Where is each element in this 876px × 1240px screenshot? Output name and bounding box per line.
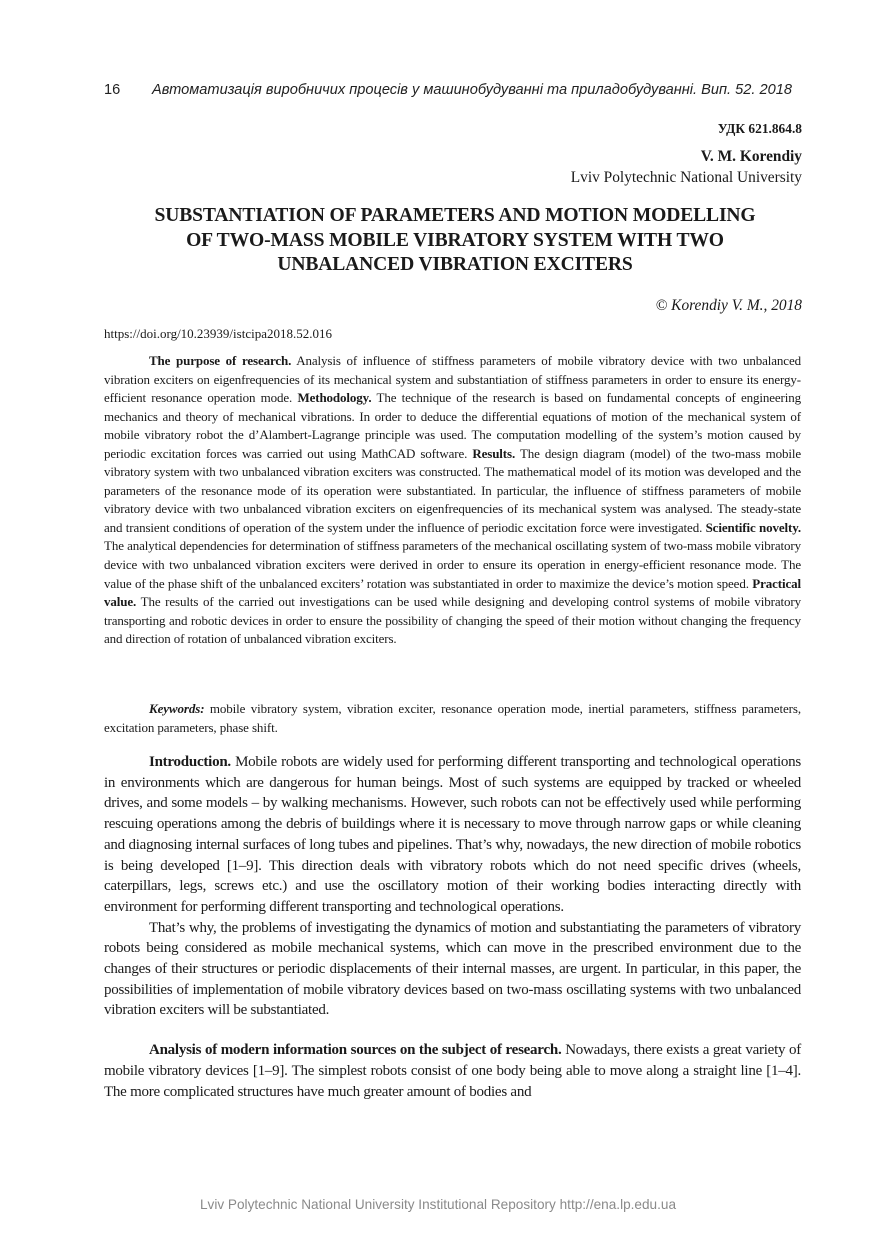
- introduction-label: Introduction.: [149, 754, 231, 770]
- analysis-paragraph: [104, 1040, 801, 1102]
- title-line: SUBSTANTIATION OF PARAMETERS AND MOTION MODELLING: [154, 205, 756, 226]
- analysis-text: Nowadays, there exists a great variety of mobile vibratory devices [1–9]. The simplest robots consist of one body being able to move along a straight line [1–4]. The more complicated structures have much greater amount of bodies and: [104, 1042, 801, 1100]
- purpose-label: The purpose of research.: [149, 353, 292, 368]
- introduction-paragraph: [104, 752, 801, 918]
- udk-code: УДК 621.864.8: [717, 121, 802, 136]
- practical-value-label: Practical value.: [104, 575, 801, 610]
- results-text: The design diagram (model) of the two-mass mobile vibratory system with two unbalanced vibration exciters was constructed. The mathematical model of its motion was developed and the parameters of the resonance mode of its operation were substantiated. In particular, the influence of stiffness parameters of mobile vibratory device with two unbalanced vibration exciters on eigenfrequencies of its mechanical system was analysed. The steady-state and transient conditions of operation of the system under the influence of periodic excitation force were investigated.: [104, 445, 801, 535]
- repository-footer: Lviv Polytechnic National University Institutional Repository http://ena.lp.edu.ua: [199, 1197, 677, 1212]
- journal-title: Автоматизація виробничих процесів у машинобудуванні та приладобудуванні. Вип. 52. 2018: [152, 82, 792, 98]
- title-line: OF TWO-MASS MOBILE VIBRATORY SYSTEM WITH TWO: [186, 229, 724, 251]
- purpose-text: Analysis of influence of stiffness parameters of mobile vibratory device with two unbalanced vibration exciters on eigenfrequencies of its mechanical system and substantiation of stiffness parameters in order to ensure its energy-efficient resonance operation mode.: [104, 353, 801, 406]
- methodology-text: The technique of the research is based on fundamental concepts of engineering mechanics and theory of mechanical vibrations. In order to deduce the differential equations of motion of the mechanical system of mobile vibratory robot the d’Alambert-Lagrange principle was used. The computation modelling of the system’s motion caused by periodic excitation forces was carried out using MathCAD software.: [104, 390, 802, 461]
- keywords: [104, 699, 801, 737]
- running-header: [104, 82, 804, 98]
- copyright-notice: © Korendiy V. M., 2018: [655, 297, 802, 314]
- novelty-label: Scientific novelty.: [705, 519, 801, 535]
- body-paragraph: That’s why, the problems of investigating the dynamics of motion and substantiating the parameters of vibratory robots being considered as mobile mechanical systems, which can move in the prescribed environment due to the changes of their structures or periodic displacements of their internal masses, are urgent. In particular, in this paper, the possibilities of implementation of mobile vibratory devices based on two-mass oscillating systems with two unbalanced vibration exciters will be substantiated.: [104, 919, 801, 1019]
- title-line: UNBALANCED VIBRATION EXCITERS: [277, 254, 633, 275]
- paper-title: [104, 204, 806, 278]
- body-text: [104, 752, 801, 1102]
- keywords-paragraph: [104, 699, 801, 737]
- practical-value-text: The results of the carried out investigations can be used while designing and developing control systems of mobile vibratory transporting and robotic devices in order to ensure the possibility of changing the speed of their motion without changing the frequency and direction of rotation of unbalanced vibration exciters.: [104, 594, 801, 647]
- abstract: [104, 352, 801, 649]
- author-affiliation: Lviv Polytechnic National University: [570, 169, 802, 186]
- analysis-label: Analysis of modern information sources on the subject of research.: [149, 1042, 562, 1059]
- keywords-label: Keywords:: [149, 701, 205, 716]
- abstract-paragraph: [104, 352, 801, 649]
- author-name: V. M. Korendiy: [700, 148, 802, 165]
- doi-link[interactable]: https://doi.org/10.23939/istcipa2018.52.016: [104, 326, 332, 341]
- methodology-label: Methodology.: [297, 390, 372, 406]
- introduction-text: Mobile robots are widely used for performing different transporting and technological operations in environments which are dangerous for human beings. Most of such systems are equipped by tracked or wheeled drives, and some models – by walking mechanisms. However, such robots can not be effectively used while performing rescuing operations among the debris of buildings where it is necessary to move through narrow gaps or while cleaning and diagnosing internal surfaces of long tubes and pipelines. That’s why, nowadays, the new direction of mobile robotics is being developed [1–9]. This direction deals with vibratory robots which do not need specific drives (wheels, caterpillars, legs, screws etc.) and use the oscillatory motion of their working bodies interacting directly with environment for performing different transporting and technological operations.: [104, 754, 801, 915]
- page-number: 16: [104, 82, 121, 98]
- results-label: Results.: [472, 445, 516, 461]
- keywords-text: mobile vibratory system, vibration exciter, resonance operation mode, inertial parameters, stiffness parameters, excitation parameters, phase shift.: [104, 701, 801, 735]
- novelty-text: The analytical dependencies for determination of stiffness parameters of the mechanical oscillating system of two-mass mobile vibratory device with two unbalanced vibration exciters were derived in order to ensure its operation in energy-efficient resonance mode. The value of the phase shift of the unbalanced exciters’ rotation was substantiated in order to maximize the device’s motion speed.: [104, 538, 801, 591]
